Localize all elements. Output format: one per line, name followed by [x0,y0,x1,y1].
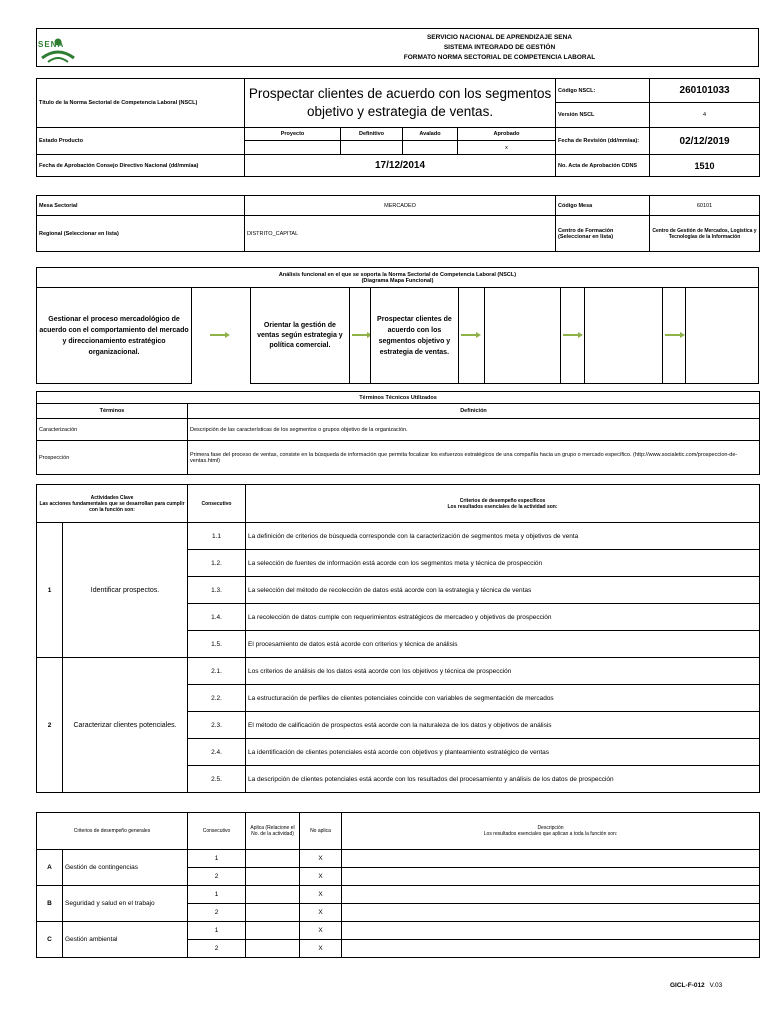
gen-letter: A [37,850,63,886]
terminos-col1: Términos [37,404,188,419]
act-consec: 1.3. [188,577,246,604]
arrow-icon [563,331,585,339]
act-consec: 2.4. [188,739,246,766]
gen-letter: B [37,886,63,922]
header-line2: SISTEMA INTEGRADO DE GESTIÓN [443,43,556,51]
fecha-apr-label: Fecha de Aprobación Consejo Directivo Nacional (dd/mm/aa) [37,155,245,177]
gen-noaplica: X [300,904,342,922]
act-criterio: Los criterios de análisis de los datos está acorde con los objetivos y técnica de prospección [246,658,760,685]
gen-letter: C [37,922,63,958]
version-value: 4 [650,103,760,128]
act-consec: 2.1. [188,658,246,685]
gen-consec: 2 [188,904,246,922]
gen-col1: Criterios de desempeño generales [37,813,188,850]
mesa-value: MERCADEO [245,196,556,216]
acta-label: No. Acta de Aprobación CDNS [556,155,650,177]
estado-col-aprobado: Aprobado [458,128,556,141]
act-criterio: La identificación de clientes potenciales está acorde con objetivos y planteamiento estratégico de ventas [246,739,760,766]
regional-label: Regional (Seleccionar en lista) [37,216,245,252]
act-criterio: La estructuración de perfiles de clientes potenciales coincide con variables de segmentación de mercados [246,685,760,712]
gen-noaplica: X [300,886,342,904]
estado-label: Estado Producto [37,128,245,155]
arrow-icon [665,331,685,339]
centro-value: Centro de Gestión de Mercados, Logística y Tecnologías de la Información [650,216,760,252]
act-name: Caracterizar clientes potenciales. [63,658,188,793]
mapa-title1: Análisis funcional en el que se soporta la Norma Sectorial de Competencia Laboral (NSCL) [278,271,517,278]
act-criterio: La selección del método de recolección de datos está acorde con la estrategia y técnica de ventas [246,577,760,604]
mapa-box2: Orientar la gestión de ventas según estrategia y política comercial. [250,288,350,384]
gen-consec: 1 [188,922,246,940]
estado-mark: x [458,141,556,155]
footer-code [670,982,722,989]
version-label: Versión NSCL [556,103,650,128]
gen-consec: 1 [188,850,246,868]
regional-value: DISTRITO_CAPITAL [245,216,556,252]
termino-def: Primera fase del proceso de ventas, consiste en la búsqueda de información que permita focalizar los esfuerzos estratégicos de una compañía hacia un grupo o mercado específico. (http://www.socialetic.com/prospeccion-de-ventas.html) [188,441,760,475]
act-col1: Actividades Clave Las acciones fundamentales que se desarrollan para cumplir con la función son: [37,485,188,523]
gen-noaplica: X [300,868,342,886]
terminos-col2: Definición [188,404,760,419]
fecha-rev-label: Fecha de Revisión (dd/mm/aa): [556,128,650,155]
gen-col3: Aplica (Relacione el No. de la actividad) [246,813,300,850]
generales-table [36,812,760,958]
act-consec: 1.4. [188,604,246,631]
centro-label: Centro de Formación (Seleccionar en lista) [556,216,650,252]
act-name: Identificar prospectos. [63,523,188,658]
titulo-label: Título de la Norma Sectorial de Competencia Laboral (NSCL) [37,79,245,128]
gen-consec: 2 [188,868,246,886]
gen-consec: 2 [188,940,246,958]
act-col3a: Criterios de desempeño específicos [459,497,546,504]
header-line3: FORMATO NORMA SECTORIAL DE COMPETENCIA LABORAL [403,53,596,61]
gen-noaplica: X [300,850,342,868]
arrow-icon [461,331,483,339]
act-col3b: Los resultados esenciales de la actividad son: [447,503,558,510]
act-num: 1 [37,523,63,658]
gen-name: Seguridad y salud en el trabajo [63,886,188,922]
header-table [36,28,759,67]
gen-noaplica: X [300,922,342,940]
act-criterio: La recolección de datos cumple con requerimientos estratégicos de mercadeo y objetivos de prospección [246,604,760,631]
mapa-box3: Prospectar clientes de acuerdo con los segmentos objetivo y estrategia de ventas. [370,288,458,384]
act-criterio: El procesamiento de datos está acorde con criterios y técnica de análisis [246,631,760,658]
mapa-box1: Gestionar el proceso mercadológico de acuerdo con el comportamiento del mercado y direccionamiento estratégico organizacional. [37,288,192,384]
gen-name: Gestión de contingencias [63,850,188,886]
mesa-table [36,195,760,252]
estado-col-avalado: Avalado [403,128,458,141]
termino-name: Caracterización [37,419,188,441]
act-consec: 2.5. [188,766,246,793]
act-consec: 1.1 [188,523,246,550]
codigo-label: Código NSCL: [556,79,650,103]
sena-logo-text: SENA [38,40,65,49]
titulo-value: Prospectar clientes de acuerdo con los segmentos objetivo y estrategia de ventas. [245,79,556,128]
estado-col-definitivo: Definitivo [341,128,403,141]
act-consec: 1.2. [188,550,246,577]
mapa-table [36,267,759,384]
termino-name: Prospección [37,441,188,475]
arrow-icon [210,331,232,339]
mapa-title2: (Diagrama Mapa Funcional) [361,277,434,284]
act-criterio: El método de calificación de prospectos está acorde con la naturaleza de los datos y objetivos de análisis [246,712,760,739]
act-consec: 2.2. [188,685,246,712]
footer-code-text: GICL-F-012 [670,982,705,989]
termino-def: Descripción de las características de los segmentos o grupos objetivo de la organización. [188,419,760,441]
gen-col4: No aplica [300,813,342,850]
codigo-value: 260101033 [650,79,760,103]
terminos-table [36,391,760,475]
gen-col5a: Descripción [537,825,564,831]
gen-consec: 1 [188,886,246,904]
act-num: 2 [37,658,63,793]
actividades-table [36,484,760,793]
act-consec: 1.5. [188,631,246,658]
gen-name: Gestión ambiental [63,922,188,958]
estado-col-proyecto: Proyecto [245,128,341,141]
gen-col5b: Los resultados esenciales que aplican a toda la función son: [483,831,618,837]
arrow-icon [352,331,370,339]
fecha-apr-value: 17/12/2014 [245,155,556,177]
act-consec: 2.3. [188,712,246,739]
footer-version: V.03 [709,982,723,989]
act-criterio: La selección de fuentes de información está acorde con los segmentos meta y técnica de prospección [246,550,760,577]
cod-mesa-label: Código Mesa [556,196,650,216]
gen-noaplica: X [300,940,342,958]
ficha-table [36,78,760,177]
act-criterio: La descripción de clientes potenciales está acorde con los resultados del procesamiento y análisis de los datos de prospección [246,766,760,793]
acta-value: 1510 [650,155,760,177]
cod-mesa-value: 60101 [650,196,760,216]
terminos-title: Términos Técnicos Utilizados [37,392,760,404]
act-col2: Consecutivo [188,485,246,523]
gen-col2: Consecutivo [188,813,246,850]
header-line1: SERVICIO NACIONAL DE APRENDIZAJE SENA [426,33,573,41]
mesa-label: Mesa Sectorial [37,196,245,216]
fecha-rev-value: 02/12/2019 [650,128,760,155]
act-criterio: La definición de criterios de búsqueda corresponde con la caracterización de segmentos meta y objetivos de venta [246,523,760,550]
